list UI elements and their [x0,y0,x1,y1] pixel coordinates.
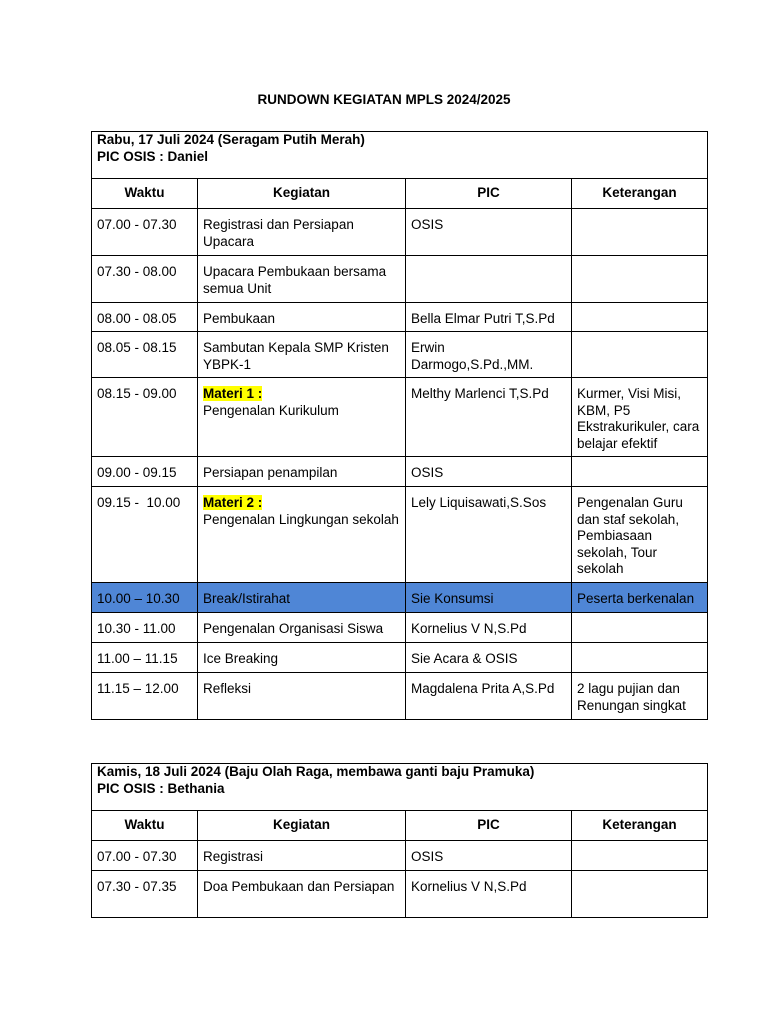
column-header-row [92,179,708,209]
cell-keterangan [572,457,708,487]
header-waktu: Waktu [92,811,198,841]
day-heading-row [92,132,708,179]
cell-keterangan: Kurmer, Visi Misi, KBM, P5 Ekstrakurikuler, cara belajar efektif [572,378,708,457]
header-kegiatan: Kegiatan [198,179,406,209]
table-row [92,613,708,643]
cell-pic [406,256,572,303]
cell-pic: OSIS [406,209,572,256]
cell-pic: Magdalena Prita A,S.Pd [406,673,572,720]
cell-keterangan [572,332,708,378]
cell-waktu: 07.30 - 08.00 [92,256,198,303]
cell-waktu: 10.30 - 11.00 [92,613,198,643]
cell-kegiatan: Doa Pembukaan dan Persiapan [198,871,406,918]
column-header-row [92,811,708,841]
cell-kegiatan: Registrasi [198,841,406,871]
cell-pic: Sie Acara & OSIS [406,643,572,673]
cell-kegiatan: Upacara Pembukaan bersama semua Unit [198,256,406,303]
table-row [92,303,708,332]
materi-label: Materi 1 : [203,386,263,401]
cell-kegiatan: Refleksi [198,673,406,720]
day-heading [92,764,708,811]
cell-keterangan: Pengenalan Guru dan staf sekolah, Pembiasaan sekolah, Tour sekolah [572,487,708,583]
cell-kegiatan: Registrasi dan Persiapan Upacara [198,209,406,256]
cell-keterangan: 2 lagu pujian dan Renungan singkat [572,673,708,720]
cell-pic: OSIS [406,457,572,487]
table-row [92,332,708,378]
header-pic: PIC [406,179,572,209]
cell-waktu: 07.00 - 07.30 [92,841,198,871]
cell-pic: Melthy Marlenci T,S.Pd [406,378,572,457]
cell-kegiatan: Pengenalan Organisasi Siswa [198,613,406,643]
cell-keterangan [572,871,708,918]
table-row [92,643,708,673]
document-title: RUNDOWN KEGIATAN MPLS 2024/2025 [257,92,511,107]
cell-waktu: 08.00 - 08.05 [92,303,198,332]
header-kegiatan: Kegiatan [198,811,406,841]
cell-kegiatan: Break/Istirahat [198,583,406,613]
cell-kegiatan [198,487,406,583]
cell-pic: Sie Konsumsi [406,583,572,613]
header-pic: PIC [406,811,572,841]
cell-waktu: 07.00 - 07.30 [92,209,198,256]
table-row [92,378,708,457]
header-keterangan: Keterangan [572,179,708,209]
cell-keterangan [572,256,708,303]
pic-osis: PIC OSIS : Daniel [97,148,209,164]
table-row [92,487,708,583]
cell-keterangan: Peserta berkenalan [572,583,708,613]
header-waktu: Waktu [92,179,198,209]
schedule-table-day2 [91,763,708,918]
day-heading [92,132,708,179]
table-row [92,209,708,256]
cell-kegiatan: Ice Breaking [198,643,406,673]
cell-kegiatan: Sambutan Kepala SMP Kristen YBPK-1 [198,332,406,378]
table-row [92,673,708,720]
cell-waktu: 11.15 – 12.00 [92,673,198,720]
cell-kegiatan: Pembukaan [198,303,406,332]
cell-waktu: 09.00 - 09.15 [92,457,198,487]
cell-kegiatan: Persiapan penampilan [198,457,406,487]
cell-keterangan [572,841,708,871]
day-title: Rabu, 17 Juli 2024 (Seragam Putih Merah) [97,132,365,147]
cell-keterangan [572,643,708,673]
day-title: Kamis, 18 Juli 2024 (Baju Olah Raga, membawa ganti baju Pramuka) [97,764,535,779]
cell-waktu: 11.00 – 11.15 [92,643,198,673]
break-row [92,583,708,613]
day-heading-row [92,764,708,811]
table-row [92,256,708,303]
cell-pic: Lely Liquisawati,S.Sos [406,487,572,583]
table-row [92,871,708,918]
cell-pic: Kornelius V N,S.Pd [406,871,572,918]
cell-waktu: 09.15 - 10.00 [92,487,198,583]
cell-waktu: 10.00 – 10.30 [92,583,198,613]
header-keterangan: Keterangan [572,811,708,841]
cell-pic: Kornelius V N,S.Pd [406,613,572,643]
materi-title: Pengenalan Lingkungan sekolah [203,511,399,527]
table-row [92,457,708,487]
pic-osis: PIC OSIS : Bethania [97,780,225,796]
materi-title: Pengenalan Kurikulum [203,402,339,418]
table-row [92,841,708,871]
schedule-table-day1 [91,131,708,720]
cell-kegiatan [198,378,406,457]
cell-waktu: 07.30 - 07.35 [92,871,198,918]
cell-keterangan [572,613,708,643]
cell-keterangan [572,209,708,256]
cell-pic: Bella Elmar Putri T,S.Pd [406,303,572,332]
cell-keterangan [572,303,708,332]
materi-label: Materi 2 : [203,495,263,510]
cell-pic: Erwin Darmogo,S.Pd.,MM. [406,332,572,378]
cell-waktu: 08.05 - 08.15 [92,332,198,378]
cell-waktu: 08.15 - 09.00 [92,378,198,457]
cell-pic: OSIS [406,841,572,871]
